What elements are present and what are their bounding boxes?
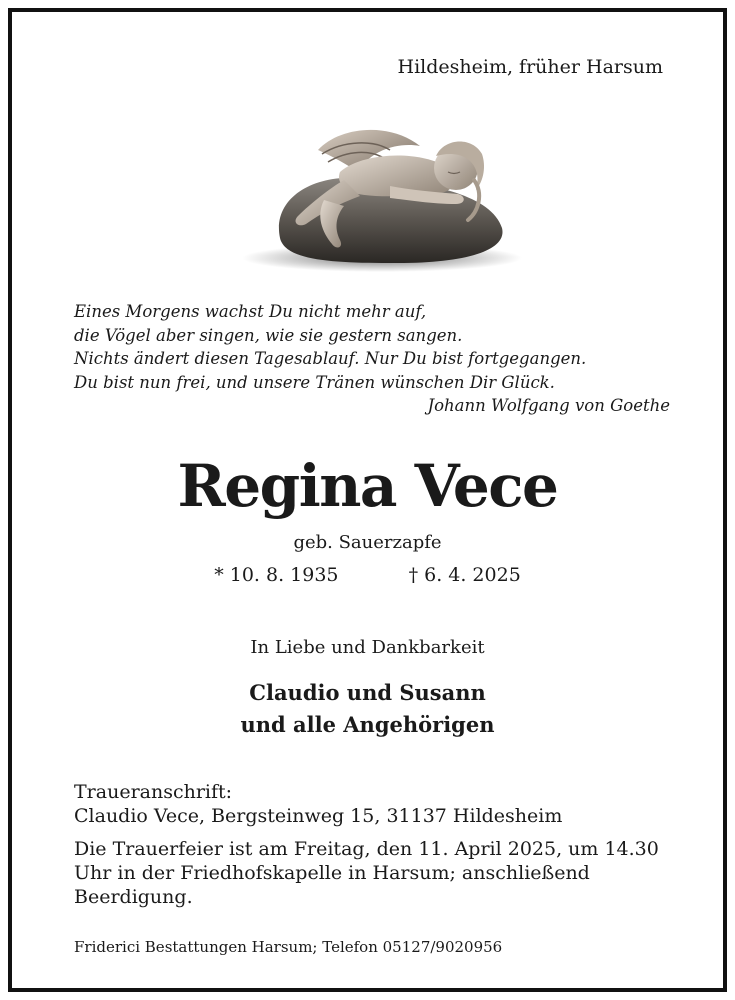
mourners-line: und alle Angehörigen (240, 712, 495, 737)
funeral-home-footer: Friderici Bestattungen Harsum; Telefon 05127/9020956 (74, 938, 503, 956)
death-date: † 6. 4. 2025 (408, 564, 521, 586)
poem-line: die Vögel aber singen, wie sie gestern sangen. (74, 325, 463, 345)
mourning-address (74, 780, 562, 828)
mourners-names (12, 677, 723, 741)
place-line: Hildesheim, früher Harsum (397, 56, 663, 78)
obituary-notice (8, 8, 727, 992)
mourners-intro: In Liebe und Dankbarkeit (250, 637, 485, 658)
poem-line: Nichts ändert diesen Tagesablauf. Nur Du bist fortgegangen. (74, 349, 587, 368)
poem-line: Eines Morgens wachst Du nicht mehr auf, (74, 302, 427, 321)
mourners-line: Claudio und Susann (249, 680, 486, 705)
address-label: Traueranschrift: (74, 781, 233, 803)
birth-date: * 10. 8. 1935 (214, 564, 339, 586)
address-value: Claudio Vece, Bergsteinweg 15, 31137 Hildesheim (74, 805, 563, 827)
life-dates (12, 564, 723, 586)
birth-name: geb. Sauerzapfe (293, 532, 442, 553)
poem-author: Johann Wolfgang von Goethe (427, 396, 670, 415)
poem-line: Du bist nun frei, und unsere Tränen wünschen Dir Glück. (74, 372, 555, 392)
ceremony-text: Die Trauerfeier ist am Freitag, den 11. April 2025, um 14.30 Uhr in der Friedhofskapelle in Harsum; anschließend Beerdigung. (74, 838, 659, 908)
poem (74, 300, 670, 418)
sleeping-angel-on-stone-image (240, 120, 522, 280)
deceased-name: Regina Vece (177, 452, 558, 520)
